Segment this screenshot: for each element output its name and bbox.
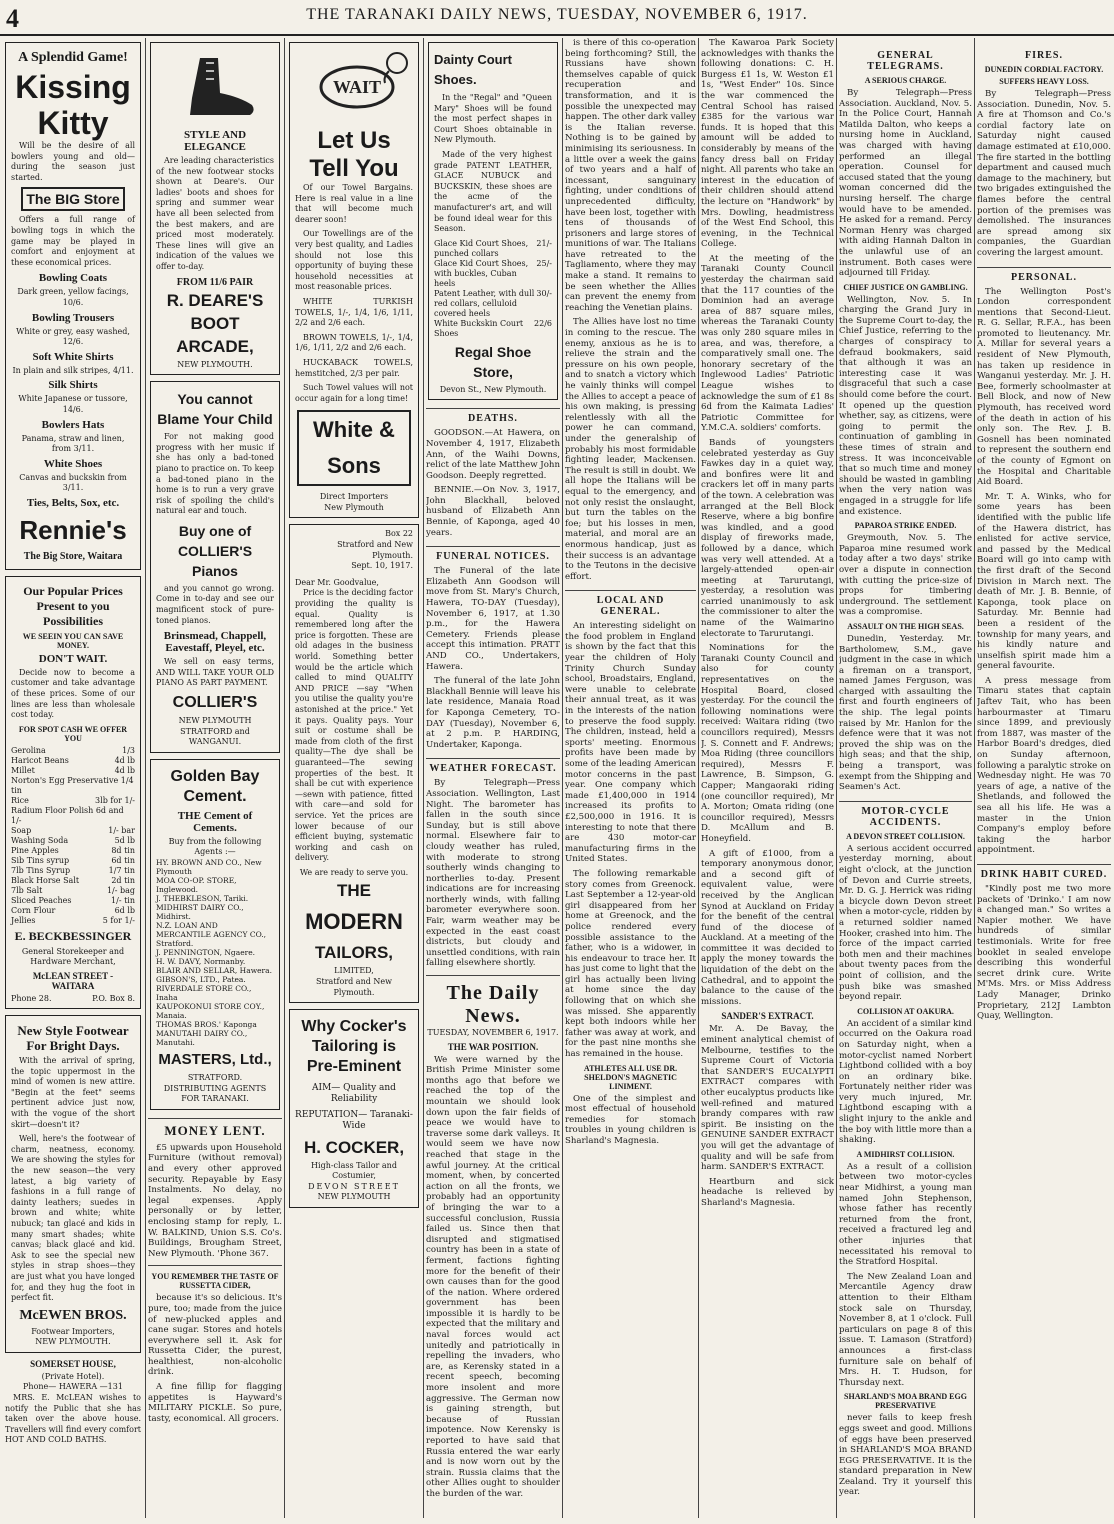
shoe-list <box>434 239 552 339</box>
advert-title: Kitty <box>37 105 109 141</box>
article-text: By Telegraph—Press Association. Auckland, Nov. 5. In the Police Court, Hannah Matilda Dalton, who keeps a nursing home in Auckland, was charged with having performed an illegal operation. Counsel for accused stated that the young woman concerned did the nursing herself. The charge would have to be amended. He asked for a remand. Percy Norman Henry was charged with aiding Hannah Dalton in the unlawful use of an instrument. Both cases were adjourned till Friday. <box>839 88 972 279</box>
advert-headline: A Splendid Game! <box>18 50 128 65</box>
page-number: 4 <box>6 4 19 33</box>
agent-item: KAUPOKONUI STORE COY., Manaia. <box>156 1002 265 1020</box>
column-rule <box>284 38 285 1518</box>
grocery-item: Sib Tins syrup 6d tin <box>11 855 135 865</box>
advert-head: DON'T WAIT. <box>38 652 108 665</box>
towel-item: HUCKABACK TOWELS, hemstitched, 2/3 per pair. <box>295 357 413 378</box>
article-text: The following remarkable story comes from Greenock. Last September a 12-year-old girl disappeared from her home at Greenock, and the police rendered every possible assistance to the father, who is a widower, in his endeavour to trace her. It has just come to light that the girl has actually been living at home since the day following that on which she was missed. She apparently kept both indoors while her father was away at work, and for the past nine months she has remained in the house. <box>565 868 696 1060</box>
paper-title: The Daily News. <box>446 982 540 1028</box>
product-item: White Shoes Canvas and buckskin from 3/11. <box>19 457 127 493</box>
towel-item: WHITE TURKISH TOWELS, 1/-, 1/4, 1/6, 1/11, 2/2 and 2/6 each. <box>295 296 413 328</box>
advert-brand: ARCADE, <box>176 336 254 356</box>
local-head: LOCAL AND GENERAL. <box>565 590 696 617</box>
advert-sub: WE SEEIN YOU CAN SAVE MONEY. <box>22 631 124 650</box>
advert-phone: Phone— HAWERA —131 <box>23 1382 123 1392</box>
money-lent-head: MONEY LENT. <box>148 1118 282 1139</box>
story-head: DUNEDIN CORDIAL FACTORY. <box>984 65 1104 74</box>
agent-list <box>156 858 274 1047</box>
column-6 <box>701 38 834 1518</box>
advert-title: Let Us Tell You <box>309 127 399 182</box>
death-notice: GOODSON.—At Hawera, on November 4, 1917, Elizabeth Ann, of the Waihi Downs, relict of the late Matthew John Goodson. Deeply regretted. <box>426 428 560 481</box>
advert-sub: THE Cement of Cements. <box>177 809 253 834</box>
advert-text: Our Towellings are of the very best quality, and Ladies should not lose this opportunity of buying these household necessities at most reasonable prices. <box>295 229 413 292</box>
war-text: We were warned by the British Prime Minister some months ago that before we reached the top of the mountain we should look down upon the fair fields of peace we would have to traverse some dark valleys. It would seem we have now reached that stage in the awful journey. At the critical moment, when, by concerted action on all the fronts, we probably had an opportunity of bringing the war to a successful conclusion, Russia failed us. Since then that disrupted and stigmatised country has been in a state of ferment, factions fighting more for the benefit of their own causes than for the good of the nation. Where ordered government has been impossible it is hardly to be expected that the military and naval forces would act unitedly and patriotically in repelling the invaders, who are, as Kerensky stated in a recent speech, becoming more insolent and more aggressive. The German now is gaining strength, but because of Russian impotence. Now Kerensky is reported to have said that Russia entered the war early and is now worn out by the strain. Russia claims that the other Allies ought to shoulder the burden of the war. <box>426 1054 560 1499</box>
article-text: As a result of a collision between two motor-cycles near Midhirst, a young man named John Stephenson, whose father has recently returned from the front, received a fractured leg and other injuries that necessitated his removal to the Stratford Hospital. <box>839 1161 972 1268</box>
colliers-advert: You cannot Blame Your Child For not making good progress with her music if she has only a bad-toned piano to practice on. To keep a bad-toned piano in the home is to run a very grave risk of spoiling the child's natural ear and touch. Buy one of COLLIER'S Pianos and you cannot go wrong. Come in to-day and see our magnificent stock of pure-toned pianos. Brinsmead, Chappell, Eavestaff, Pleyel, etc. We sell on easy terms, AND WILL TAKE YOUR OLD PIANO AS PART PAYMENT. COLLIER'S NEW PLYMOUTH STRATFORD and WANGANUI. <box>150 381 280 753</box>
column-1 <box>3 38 143 1518</box>
advert-brand-sub: Footwear Importers, <box>31 1326 115 1336</box>
agent-item: H. W. DAVY, Normanby. <box>156 957 246 966</box>
grocery-item: Norton's Egg Preservative 1/4 tin <box>11 775 134 795</box>
article-text: A gift of £1000, from a temporary anonymous donor, and a second gift of equivalent value, were received by the Anglican Synod at Auckland on Friday for the benefit of the central fund of the diocese of Auckland. At a meeting of the committee it was decided to apply the money towards the liquidation of the debt on the Cathedral, and to appoint the balance to the cause of the missions. <box>701 848 834 1007</box>
grocery-item: Sliced Peaches 1/- tin <box>11 895 135 905</box>
grocery-item: Washing Soda 5d lb <box>11 835 135 845</box>
column-rule <box>423 38 424 1518</box>
grocery-item: Gerolina 1/3 <box>11 745 135 755</box>
article-text: never fails to keep fresh eggs sweet and good. Millions of eggs have been preserved in SHARLAND'S MOA BRAND EGG PRESERVATIVE. It is the standard preparation in New Zealand. Try it yourself this year. <box>839 1413 972 1498</box>
agent-item: MIDHIRST DAIRY CO., Midhirst. <box>156 903 244 921</box>
funeral-notice: The Funeral of the late Elizabeth Ann Goodson will move from St. Mary's Church, Hawera, TO-DAY (Tuesday), November 6, 1917, at 1.30 p.m., for the Hawera Cemetery. Friends please accept this intimation. PRATT AND CO., Undertakers, Hawera. <box>426 566 560 672</box>
agent-item: J. PENNINGTON, Ngaere. <box>156 948 256 957</box>
story-head: PAPAROA STRIKE ENDED. <box>854 521 957 531</box>
advert-brand: MASTERS, Ltd., <box>158 1051 272 1068</box>
product-item: Soft White Shirts In plain and silk stripes, 4/11. <box>12 350 134 375</box>
cement-advert: Golden Bay Cement. THE Cement of Cements. Buy from the following Agents :— HY. BROWN AND CO., New Plymouth MOA CO-OP. STORE, Inglewood. J. THEBKLESON, Tariki. MIDHIRST DAIRY CO., Midhirst. N.Z. LOAN AND MERCANTILE AGENCY CO., Stratford. J. PENNINGTON, Ngaere. H. W. DAVY, Normanby. BLAIR AND SELLAR, Hawera. GIBSON'S, LTD., Patea. RIVERDALE STORE CO., Inaha KAUPOKONUI STORE COY., Manaia. THOMAS BROS.' Kaponga MANUTAHI DAIRY CO., Manutahi. MASTERS, Ltd., STRATFORD. DISTRIBUTING AGENTS FOR TARANAKI. <box>150 759 280 1110</box>
advert-text: In the "Regal" and "Queen Mary" Shoes will be found the most perfect shapes in Court Shoes obtainable in New Plymouth. <box>434 93 552 145</box>
advert-brand: McEWEN BROS. <box>19 1307 127 1323</box>
advert-contact: Phone 28. P.O. Box 8. <box>11 994 135 1004</box>
money-lent-text: £5 upwards upon Household Furniture (without removal) and every other approved security. Repayable by Easy Instalments. No delay, no legal expenses. Apply personally or by letter, enclosing stamp for reply, L. W. BALKIND, Union S.S. Co's. Buildings, Brougham Street, New Plymouth. 'Phone 367. <box>148 1142 282 1259</box>
advert-title: Dainty Court Shoes. <box>434 52 512 87</box>
advert-text: For not making good progress with her music if she has only a bad-toned piano to practice on. To keep a bad-toned piano in the home is to run a very grave risk of spoiling the child's natural ear and touch. <box>156 432 274 516</box>
article-text: is there of this co-operation being forthcoming? Still, the Russians have shown themselves capable of quick recuperation and transformation, and it is possible the unexpected may happen. The other dark valley is the Italian reverse. Nothing is to be gained by minimising its seriousness. In a little over a week the gains of two years and a half of incessant, sanguinary fighting, under conditions of unprecedented difficulty, have been lost, together with tens of thousands of prisoners and large stores of munitions of war. The Italians have retreated to the Tagliamento, where they may make a stand. It remains to be seen whether the Allies can prevent the enemy from reaching the Venetian plains. <box>565 38 696 313</box>
advert-buy: Buy one of COLLIER'S Pianos <box>177 522 253 579</box>
grocery-item: Haricot Beans 4d lb <box>11 755 135 765</box>
story-head: A DEVON STREET COLLISION. <box>846 831 965 841</box>
advert-text: Are leading characteristics of the new footwear stocks shown at Deare's. Our ladies' boots and shoes for spring and summer wear have all been selected from the best makers, and are priced most moderately. These lines will give an indication of the values we offer to-day. <box>156 156 274 271</box>
advert-brand: Regal Shoe Store, <box>454 343 532 380</box>
article-text: One of the simplest and most effectual of household remedies for stomach troubles in young children is Sharland's Magnesia. <box>565 1093 696 1146</box>
advert-text: Of our Towel Bargains. Here is real value in a line that will become much dearer soon! <box>295 183 413 224</box>
advert-text: Decide now to become a customer and take advantage of these prices. Some of our lines are less than wholesale cost today. <box>11 667 135 720</box>
moto-head: MOTOR-CYCLE ACCIDENTS. <box>839 801 972 828</box>
story-sub: SUFFERS HEAVY LOSS. <box>999 77 1089 86</box>
advert-title: Our Popular Prices Present to you Possibilities <box>23 583 123 628</box>
advert-text: Will be the desire of all bowlers young and old—during the season just started. <box>11 141 135 182</box>
mcewen-advert <box>5 1015 141 1353</box>
agent-item: BLAIR AND SELLAR, Hawera. <box>156 966 272 975</box>
column-3 <box>287 38 421 1518</box>
article-text: By Telegraph—Press Association. Dunedin, Nov. 5. A fire at Thomson and Co.'s cordial factory late on Saturday night caused damage estimated at £10,000. The fire started in the bottling department and caused much damage to the machinery, but two brigades extinguished the flames before the central portion of the premises was demolished. The insurances are spread among six companies, the Guardian covering the largest amount. <box>977 89 1111 258</box>
towel-item: BROWN TOWELS, 1/-, 1/4, 1/6, 1/11, 2/2 and 2/6 each. <box>295 332 413 353</box>
masthead <box>0 0 1114 36</box>
advert-extras: Ties, Belts, Sox, etc. <box>26 496 120 509</box>
grocery-item: Jellies 5 for 1/- <box>11 915 135 925</box>
store-badge: The BIG Store <box>21 187 125 211</box>
advert-address: McLEAN STREET - WAITARA <box>32 971 114 992</box>
grocery-item: 7lb Tins Syrup 1/7 tin <box>11 865 135 875</box>
weather-head: WEATHER FORECAST. <box>426 758 560 774</box>
article-text: An accident of a similar kind occurred on the Oakura road on Saturday night, when a motor-cyclist named Norbert Lightbond collided with a boy on an ordinary bike. Fortunately neither rider was very much injured, Mr. Lightbond escaping with a slight injury to the ankle and the boy with little more than a shaking. <box>839 1018 972 1146</box>
shoe-item: Glace Kid Court Shoes, punched collars 21/- <box>434 238 552 258</box>
newspaper-title: THE TARANAKI DAILY NEWS, TUESDAY, NOVEMBER 6, 1917. <box>306 6 808 23</box>
grocery-item: Soap 1/- bar <box>11 825 135 835</box>
agent-item: MANUTAHI DAIRY CO., Manutahi. <box>156 1029 248 1047</box>
story-head: A MIDHIRST COLLISION. <box>856 1149 955 1159</box>
weather-text: By Telegraph—Press Association. Wellington, Last Night. The barometer has fallen in the south since Sunday, but is still above normal. Elsewhere fair to cloudy weather has ruled, with moderate to strong southerly winds changing to northerlies to-day. Present indications are for increasing northerly winds, with falling barometer everywhere soon. Fair, warm weather may be expected in the east coast districts, but cloudy and unsettled conditions, with rain falling elsewhere shortly. <box>426 778 560 969</box>
pickle-text: A fine fillip for flagging appetites is Hayward's MILITARY PICKLE. So pure, tasty, economical. All grocers. <box>148 1382 282 1424</box>
modern-tailors-advert: Box 22 Stratford and New Plymouth. Sept. 10, 1917. Dear Mr. Goodvalue, Price is the deciding factor providing the quality is equal. Quality is remembered long after the price is forgotten. These are old adages in the business world. Something better would be the article which called to mind QUALITY AND PRICE —say "When you utilise the quality you're astonished at the price." Yet it pays. Quality pays. Your suit or costume shall be made from cloth of the first quality—The dye shall be guaranteed—The sewing properties of the best. It shall be cut with experience—sewn with patience, fitted with care—and sold for service. Yet the prices are lower because of our efficient buying, systematic working and cash on delivery. We are ready to serve you. THE MODERN TAILORS, LIMITED, Stratford and New Plymouth. <box>289 524 419 1003</box>
article-text: A press message from Timaru states that captain Jaftev Tait, who has been harbourmaster at Timaru since 1899, and previously from 1887, was master of the Harbor Board's dredges, died on Sunday afternoon, following a paralytic stroke on Wednesday night. He was 70 years of age, a native of the Shetlands, and followed the sea all his life. He was a master in the Union Company's employ before taking the harbor appointment. <box>977 675 1111 856</box>
advert-brand: White & Sons <box>297 410 411 486</box>
wait-sign-text: WAIT <box>332 77 382 97</box>
column-5 <box>565 38 696 1518</box>
personal-head: PERSONAL. <box>977 267 1111 283</box>
advert-brand: COLLIER'S <box>172 694 258 712</box>
telegrams-head: GENERAL TELEGRAMS. <box>867 50 944 72</box>
drink-head: DRINK HABIT CURED. <box>977 864 1111 880</box>
agent-item: N.Z. LOAN AND MERCANTILE AGENCY CO., Stratford. <box>156 921 267 948</box>
funeral-notice: The funeral of the late John Blackhall Bennie will leave his late residence, Manaia Road for Kaponga Cemetery, TO-DAY (Tuesday), November 6, at 2 p.m. P. HARDING, Undertaker, Kaponga. <box>426 676 560 750</box>
product-item: Bowlers Hats Panama, straw and linen, from 3/11. <box>21 418 125 454</box>
grocery-item: Radium Floor Polish 6d and 1/- <box>11 805 124 825</box>
grocery-item: Corn Flour 6d lb <box>11 905 135 915</box>
article-text: The Wellington Post's London correspondent mentions that Second-Lieut. R. G. Sellar, R.F.A., has been promoted to lieutenancy. Mr. A. Millar for several years a resident of New Plymouth, has taken up residence in Wanganui yesterday. Mr. J. H. Bee, formerly schoolmaster at Bell Block, and now of New Plymouth, has received word of the death in action of his only son. The Rev. J. B. Gosnell has been nominated to represent the southern end of the county of Egmont on the Hospital and Charitable Aid Board. <box>977 286 1111 488</box>
article-text: Nominations for the Taranaki County Council and also for county representatives on the Hospital Board, closed yesterday. For the council the following nominations were received: Waitara riding (two councillors required), Messrs J. S. Connett and F. Andrews; Moa Riding (three councillors required), Messrs F. Lawrence, B. Simpson, G. Capper; Mangaoraki riding (one councillor required), Mr A. Morton; Omata riding (one councillor required), Messrs D. McAllum and B. Honeyfield. <box>701 643 834 844</box>
column-rule <box>974 38 975 1518</box>
death-notice: BENNIE.—On Nov. 3, 1917, John Blackhall, beloved husband of Elizabeth Ann Bennie, of Kaponga, aged 40 years. <box>426 485 560 538</box>
shoe-item: Glace Kid Court Shoes, with buckles, Cuban heels 25/- <box>434 258 552 288</box>
agent-item: J. THEBKLESON, Tariki. <box>156 894 249 903</box>
divider <box>426 975 560 976</box>
fires-head: FIRES. <box>1025 50 1063 61</box>
column-8 <box>977 38 1111 1518</box>
boot-icon <box>170 53 260 123</box>
advert-text: With the arrival of spring, the topic uppermost in the mind of women is new attire. "Begin at the feet" seems pertinent advice just now, with the vogue of the short skirt—doesn't it? <box>11 1056 135 1129</box>
column-rule <box>698 38 699 1518</box>
advert-brand: E. BECKBESSINGER <box>14 928 132 943</box>
advert-spot: FOR SPOT CASH WE OFFER YOU <box>18 724 128 743</box>
agent-item: GIBSON'S, LTD., Patea. <box>156 975 246 984</box>
article-text: Mr. T. A. Winks, who for some years has been identified with the public life of the Hawera district, has enlisted for active service, and passed by the Medical Board will go into camp with the first draft of the Second Division in March next. The death of Mr. J. B. Bennie, of Kaponga, took place on Saturday. Mr. Bennie had been a resident of the township for many years, and his kindly nature and unselfish spirit made him a general favourite. <box>977 491 1111 672</box>
article-text: Heartburn and sick headache is relieved by Sharland's Magnesia. <box>701 1176 834 1208</box>
advert-text: Made of the very highest grade PATENT LEATHER, GLACE NUBUCK and BUCKSKIN, these shoes are the acme of the manufacturer's art, and will be found ideal wear for this Season. <box>434 149 552 234</box>
story-head: COLLISION AT OAKURA. <box>857 1006 954 1016</box>
advert-note: Such Towel values will not occur again for a long time! <box>295 383 413 403</box>
advert-brand: BOOT <box>190 313 240 333</box>
advert-brand: Rennie's <box>19 514 127 545</box>
column-rule <box>145 38 146 1518</box>
article-text: Bands of youngsters celebrated yesterday as Guy Fawkes day in a quiet way, and bonfires were lit and crackers let off in many parts of the town. A celebration was arranged at the Bell Block Reserve, where a big bonfire was kindled, and a good display of fireworks made, followed by a dance, which was very well attended. At a largely-attended open-air meeting at Tarurutangi, yesterday, a resolution was carried unanimously to ask the commissioner to alter the name of the Waimarino electorate to Tarurutangi. <box>701 437 834 639</box>
article-text: "Kindly post me two more packets of 'Drinko.' I am now a changed man." So writes a Napier mother. We have hundreds of similar testimonials. Write for free booklet in sealed envelope describing this wonderful secret drink cure. Write M'Ms. Mrs. or Miss Address Lady Manager, Drinko Proprietary, 212J Lambton Quay, Wellington. <box>977 883 1111 1022</box>
regal-shoe-advert: Dainty Court Shoes. In the "Regal" and "Queen Mary" Shoes will be found the most perfect shapes in Court Shoes obtainable in New Plymouth. Made of the very highest grade PATENT LEATHER, GLACE NUBUCK and BUCKSKIN, these shoes are the acme of the manufacturer's art, and will be found ideal wear for this Season. Glace Kid Court Shoes, punched collars 21/- Glace Kid Court Shoes, with buckles, Cuban heels 25/- Patent Leather, with dull red collars, celluloid covered heels 30/- White Buckskin Court Shoes 22/6 Regal Shoe Store, Devon St., New Plymouth. <box>428 42 558 400</box>
rennies-advert <box>5 42 141 570</box>
column-4 <box>426 38 560 1518</box>
story-head: CHIEF JUSTICE ON GAMBLING. <box>843 282 968 292</box>
product-list <box>11 272 135 494</box>
advert-city: NEW PLYMOUTH. <box>35 1337 111 1347</box>
cocker-advert: Why Cocker's Tailoring is Pre-Eminent AIM— Quality and Reliability REPUTATION— Taranaki-Wide H. COCKER, High-class Tailor and Costumier, DEVON STREET NEW PLYMOUTH <box>289 1009 419 1208</box>
article-text: Greymouth, Nov. 5. The Paparoa mine resumed work today after a two days' strike over a dispute in connection with cutting the price-size of props for timbering underground. The settlement was a compromise. <box>839 533 972 618</box>
deaths-head: DEATHS. <box>426 408 560 424</box>
article-text: The New Zealand Loan and Mercantile Agency draw attention to their Eltham stock sale on Thursday, November 8, at 1 o'clock. Full particulars on page 8 of this issue. T. Lamason (Stratford) announces a first-class furniture sale on behalf of Mrs. H. T. Hudson, for Thursday next. <box>839 1271 972 1388</box>
advert-sub: (Private Hotel). <box>41 1371 105 1381</box>
article-text: A serious accident occurred yesterday morning, about eight o'clock, at the junction of Devon and Currie streets, Mr. D. G. J. Herrick was riding a bicycle down Devon street when a motor-cycle, ridden by a returned soldier named Hooker, crashed into him. The force of the impact carried both men and their machines about twenty paces from the point of collision, and the push bike was smashed beyond repair. <box>839 843 972 1003</box>
sharland-head: SHARLAND'S MOA BRAND EGG PRESERVATIVE <box>844 1392 967 1411</box>
advert-brands: Brinsmead, Chappell, Eavestaff, Pleyel, etc. <box>163 630 267 655</box>
advert-text: Offers a full range of bowling togs in which the game may be played in comfort and enjoyment at these economical prices. <box>11 215 135 267</box>
agent-item: RIVERDALE STORE CO., Inaha <box>156 984 252 1002</box>
advert-title: You cannot Blame Your Child <box>157 391 273 428</box>
advert-title: New Style Footwear For Bright Days. <box>17 1023 129 1054</box>
sheldon-head: ATHLETES ALL USE DR. SHELDON'S MAGNETIC LINIMENT. <box>583 1063 678 1091</box>
article-text: Mr. A. De Bavay, the eminent analytical chemist of Melbourne, testifies to the Supreme Court of Victoria that SANDER'S EUCALYPTI EXTRACT compares with other eucalyptus products like well-refined and matured brandy compares with raw spirit. Be insisting on the GENUINE SANDER EXTRACT you will get the advantage of quality and will be safe from harm. SANDER'S EXTRACT. <box>701 1024 834 1173</box>
advert-brand-sub: General Storekeeper and Hardware Merchant, <box>21 946 125 967</box>
column-rule <box>836 38 837 1518</box>
grocery-item: Pine Apples 8d tin <box>11 845 135 855</box>
wait-sign-icon <box>295 47 415 127</box>
advert-brand: R. DEARE'S <box>166 290 264 310</box>
article-text: At the meeting of the Taranaki County Council yesterday the chairman said that the 117 counties of the Dominion had an average area of 887 square miles, whereas the Taranaki County was only 280 square miles in area, and was, therefore, a comparatively small one. The honorary secretary of the Inglewood Ladies' Patriotic League wishes to acknowledge the sum of £1 8s 6d from the Kaimata Ladies' Patriotic Committee for Y.M.C.A. soldiers' comforts. <box>701 253 834 434</box>
advert-brand: H. COCKER, <box>303 1137 405 1157</box>
divider <box>148 1265 282 1266</box>
advert-title: SOMERSET HOUSE, <box>30 1358 116 1369</box>
article-text: Wellington, Nov. 5. In charging the Grand Jury in the Supreme Court to-day, the Chief Justice, referring to the charges of conspiracy to defraud bookmakers, said that although it was an interesting case it was disgraceful that such a case should come before the court. It opened up the question whether, say, as citizens, were going to permit the continuation of gambling in these times of strain and stress. It was inconceivable that so much time and money should be wasted in gambling when the very nation was engaged in a struggle for life and existence. <box>839 294 972 517</box>
war-head: THE WAR POSITION. <box>447 1041 539 1052</box>
grocery-item: 7lb Salt 1/- bag <box>11 885 135 895</box>
cider-head: YOU REMEMBER THE TASTE OF RUSSETTA CIDER, <box>151 1272 279 1291</box>
article-text: An interesting sidelight on the food problem in England is shown by the fact that this year the children of Holy Trinity Church Sunday school, Broadstairs, England, were unable to celebrate their annual treat, as it was in the interests of the nation to preserve the food supply. The children, instead, held a sports' meeting. Enormous profits have been made by some of the leading American motor concerns in the past year. One company which made £1,400,000 in 1914 increased its profits to £2,500,000 in 1916. It is interesting to note that there are 430 motor-car manufacturing firms in the United States. <box>565 621 696 865</box>
advert-brand: TAILORS, <box>314 943 394 963</box>
advert-title: Golden Bay Cement. <box>170 767 260 805</box>
advert-brand-sub: The Big Store, Waitara <box>23 550 123 562</box>
story-head: A SERIOUS CHARGE. <box>864 76 947 85</box>
advert-city: NEW PLYMOUTH. <box>177 359 253 369</box>
agent-item: HY. BROWN AND CO., New Plymouth <box>156 858 262 876</box>
advert-brand: MODERN <box>305 909 403 935</box>
deares-advert <box>150 42 280 375</box>
agent-item: THOMAS BROS.' Kaponga <box>156 1020 257 1029</box>
advert-price: FROM 11/6 PAIR <box>176 276 254 288</box>
advert-title: Why Cocker's Tailoring is Pre-Eminent <box>301 1018 407 1076</box>
paper-date: TUESDAY, NOVEMBER 6, 1917. <box>427 1028 559 1038</box>
article-text: The Allies have lost no time in coming to the rescue. The enemy, anxious as he is to relieve the strain and the pressure on his own people, and to snatch a victory which he vainly thinks will compel the Allies to accept a peace of his own making, is pressing relentlessly with all the power he can command, under the generalship of probably his most formidable fighting leader, Mackensen. The result is still in doubt. We all hope the Italians will be equal to the emergency, and not only resist the onslaught, but turn the tables on the foe; but his losses in men, material, and moral are an enormous handicap, just as their success is an advantage to the Teutons in the decisive effort. <box>565 317 696 582</box>
advert-head: STYLE AND ELEGANCE <box>183 129 247 153</box>
column-2 <box>148 38 282 1518</box>
grocery-item: Rice 3lb for 1/- <box>11 795 135 805</box>
beckbessinger-advert <box>5 576 141 1009</box>
grocery-item: Black Horse Salt 2d tin <box>11 875 135 885</box>
advert-terms: We sell on easy terms, AND WILL TAKE YOUR OLD PIANO AS PART PAYMENT. <box>156 657 274 688</box>
column-7 <box>839 38 972 1518</box>
letter-text: Price is the deciding factor providing the quality is equal. Quality is remembered long after the price is forgotten. These are old adages in the business world. Something better would be the article which called to mind QUALITY AND PRICE —say "When you utilise the quality you're astonished at the price." Yet it pays. Quality pays. Your suit or costume shall be made from cloth of the first quality—The dye shall be guaranteed—The sewing properties of the best. It shall be cut with experience—sewn with patience, fitted with care—and sold for service. Yet the prices are lower because of our efficient buying, systematic working and cash on delivery. <box>295 588 413 863</box>
somerset-advert <box>5 1359 141 1446</box>
agent-item: MOA CO-OP. STORE, Inglewood. <box>156 876 237 894</box>
advert-text: and you cannot go wrong. Come in to-day and see our magnificent stock of pure-toned pianos. <box>156 583 274 625</box>
grocery-item: Millet 4d lb <box>11 765 135 775</box>
grocery-list <box>11 746 135 926</box>
shoe-item: White Buckskin Court Shoes 22/6 <box>434 318 552 338</box>
cider-text: because it's so delicious. It's pure, too; made from the juice of new-plucked apples and cane sugar. Stores and hotels everywhere sell it. Ask for Russetta Cider, the purest, healthiest, non-alcoholic drink. <box>148 1293 282 1378</box>
advert-brand: THE <box>337 881 371 901</box>
article-text: The Kawaroa Park Society acknowledges with thanks the following donations: C. H. Burgess £1 1s, W. Weston £1 1s, "West Ender" 10s. Since the war commenced the Central School has raised £385 for the various war funds. It is hoped that this amount will be added to considerably by means of the fancy dress ball on Friday night. All parents who take an interest in the education of their children should attend the lecture on "Handwork" by Mrs. Dowling, headmistress of the West End School, this evening, in the Technical College. <box>701 38 834 250</box>
advert-text: Well, here's the footwear of charm, neatness, economy. We are showing the styles for the new season—the very latest, a big variety of fashions in a full range of dainty leathers; suedes in brown and white; white nubuck; tan glacé and kids in many smart shades; white canvas; black glacé and kid. Ask to see the special new styles in strap shoes—they are just what you have longed for, and they hug the foot in perfect fit. <box>11 1134 135 1303</box>
column-rule <box>562 38 563 1518</box>
funeral-head: FUNERAL NOTICES. <box>426 546 560 562</box>
product-item: Bowling Coats Dark green, yellow facings, 10/6. <box>17 272 129 307</box>
advert-title: Kissing <box>15 69 131 105</box>
white-sons-advert: WAIT Let Us Tell You Of our Towel Bargains. Here is real value in a line that will become much dearer soon! Our Towellings are of the very best quality, and Ladies should not lose this opportunity of buying these household necessities at most reasonable prices. WHITE TURKISH TOWELS, 1/-, 1/4, 1/6, 1/11, 2/2 and 2/6 each. BROWN TOWELS, 1/-, 1/4, 1/6, 1/11, 2/2 and 2/6 each. HUCKABACK TOWELS, hemstitched, 2/3 per pair. Such Towel values will not occur again for a long time! White & Sons Direct Importers New Plymouth <box>289 42 419 518</box>
advert-text: MRS. E. McLEAN wishes to notify the Public that she has taken over the above house. Travellers will find every comfort HOT AND COLD BATHS. <box>5 1393 141 1445</box>
article-text: Dunedin, Yesterday. Mr. Bartholomew, S.M., gave judgment in the case in which a fireman on a transport, named James Ferguson, was charged with assaulting the first and fourth engineers of the ship. The legal points raised by Mr. Hanlon for the defence were that it was not proved the ship was on the high seas; and that the ship, being a transport, was exempt from the Shipping and Seamen's Act. <box>839 633 972 793</box>
product-item: Silk Shirts White Japanese or tussore, 14/6. <box>18 379 128 414</box>
shoe-item: Patent Leather, with dull red collars, celluloid covered heels 30/- <box>434 288 552 318</box>
story-head: ASSAULT ON THE HIGH SEAS. <box>847 621 964 631</box>
product-item: Bowling Trousers White or grey, easy washed, 12/6. <box>16 311 130 347</box>
sander-head: SANDER'S EXTRACT. <box>721 1011 814 1022</box>
